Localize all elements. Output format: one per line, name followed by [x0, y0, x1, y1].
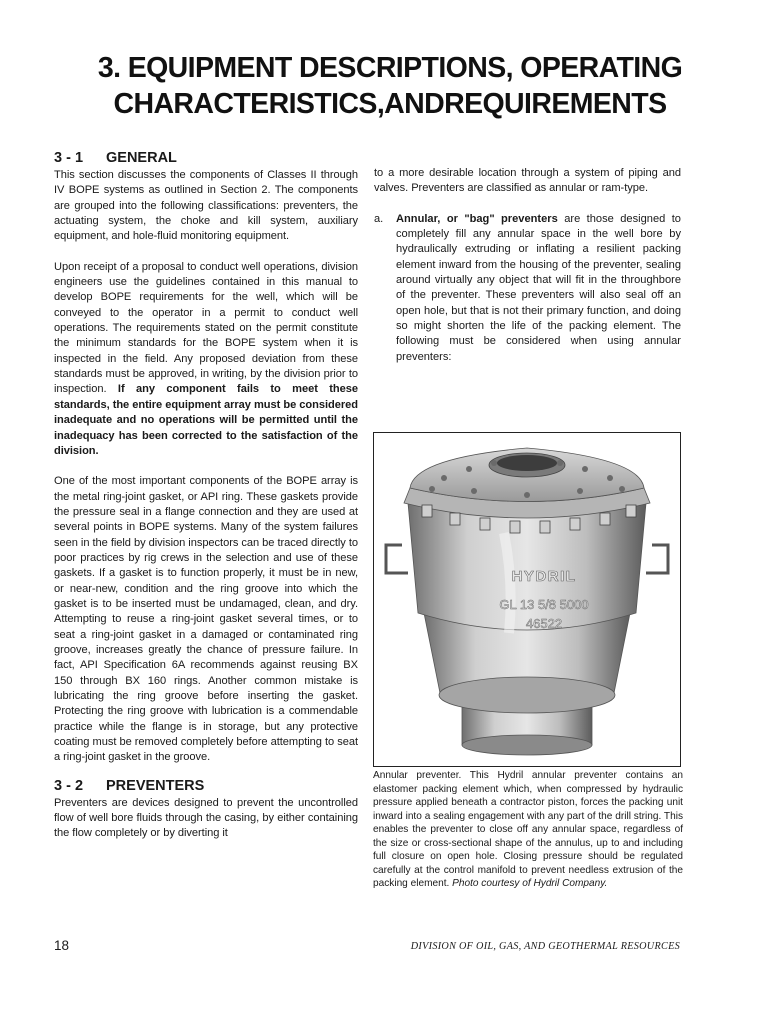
list-item-body — [396, 212, 681, 365]
page-number: 18 — [54, 938, 70, 953]
paragraph-preventers-1: Preventers are devices designed to prevent the uncontrolled flow of well bore fluids through the casing, by either containing the flow completely or by diverting it — [54, 796, 358, 840]
paragraph-general-2 — [54, 260, 358, 459]
footer-publisher: DIVISION OF OIL, GAS, AND GEOTHERMAL RESOURCES — [410, 941, 680, 952]
hydril-brand-mark: HYDRIL — [511, 568, 577, 585]
list-item-a — [374, 212, 681, 365]
paragraph-general-1: This section discusses the components of Classes II through IV BOPE systems as outlined in Section 2. The components are grouped into the following classifications: preventers, the actuating system, the choke and kill system, auxiliary equipment, and hole-fluid monitoring equipment. — [54, 169, 358, 243]
left-column — [54, 150, 358, 857]
paragraph-preventers-1-continued: to a more desirable location through a system of piping and valves. Preventers are classified as annular or ram-type. — [374, 167, 681, 195]
list-item-text: are those designed to completely fill any annular space in the well bore by hydraulically extruding or inflating a resilient packing element inward from the housing of the preventer, sealing around virtually any object that will fit in the throughbore of the preventer. These preventers will also seal off an open hole, but that is not their primary function, and doing so might shorten the life of the packing element. The following must be considered when using annular preventers: — [396, 212, 681, 363]
bold-warning: If any component fails to meet these standards, the entire equipment array must be considered inadequate and no operations will be permitted until the inadequacy has been corrected to the satisfaction of the division. — [54, 383, 358, 457]
right-column — [374, 166, 681, 365]
section-heading-preventers — [54, 778, 358, 794]
list-marker: a. — [374, 212, 384, 225]
title-line-1: 3. EQUIPMENT DESCRIPTIONS, OPERATING — [97, 52, 683, 84]
list-item-term: Annular, or "bag" preventers — [396, 212, 558, 225]
section-heading-general — [54, 150, 358, 166]
section-number: 3 - 1 — [54, 150, 84, 166]
photo-credit: Photo courtesy of Hydril Company. — [452, 878, 608, 889]
paragraph-general-3: One of the most important components of the BOPE array is the metal ring-joint gasket, or API ring. These gaskets provide the pressure seal in a flange connection and they are used at several points in BOPE systems. Many of the system failures seen in the field by division inspectors can be traced directly to poor practices by rig crews in the selection and use of these gaskets. If a gasket is to function properly, it must be in new, or near-new, condition and the ring groove into which the gasket is to be inserted must be undamaged, clean, and dry. Attempting to reuse a ring-joint gasket several times, or to seat a ring-joint gasket in a damaged or contaminated ring groove, increases greatly the chance of pressure failure. In fact, API Specification 6A recommends against reusing BX 150 through BX 160 rings. Another common mistake is lubricating the ring groove before inserting the gasket. Protecting the ring groove with lubrication is a commendable practice while the flange is in storage, but any protective coating must be removed completely before attempting to seat a ring-joint gasket in the groove. — [54, 475, 358, 764]
annular-preventer-photo — [373, 432, 681, 767]
section-number: 3 - 2 — [54, 777, 84, 794]
figure-caption — [373, 769, 683, 891]
paragraph-text: Upon receipt of a proposal to conduct well operations, division engineers use the guidelines contained in this manual to develop BOPE requirements for the well, which will be conveyed to the operator in a permit to conduct well operations. The requirements stated on the permit constitute the minimum standards for the BOPE system when it is inspected in the field. Any proposed deviation from these standards must be approved, in writing, by the division prior to inspection. — [54, 260, 358, 396]
hydril-model-mark: GL 13 5/8 5000 — [499, 597, 589, 612]
caption-text: Annular preventer. This Hydril annular preventer contains an elastomer packing element which, when compressed by hydraulic pressure applied beneath a contractor piston, forces the packing unit inward into a sealing engagement with any part of the drill string. This enables the preventer to close off any annular space, regardless of the size or cross-sectional shape of the annulus, up to and including full closure on open hole. Closing pressure should be regulated carefully at the control manifold to prevent needless extrusion of the packing element. — [373, 770, 683, 889]
section-title: GENERAL — [106, 150, 177, 166]
hydril-preventer-illustration — [374, 433, 680, 766]
page-title — [40, 50, 740, 122]
section-title: PREVENTERS — [106, 777, 205, 794]
title-line-2: CHARACTERISTICS,ANDREQUIREMENTS — [113, 88, 667, 120]
hydril-serial-mark: 46522 — [525, 616, 563, 631]
